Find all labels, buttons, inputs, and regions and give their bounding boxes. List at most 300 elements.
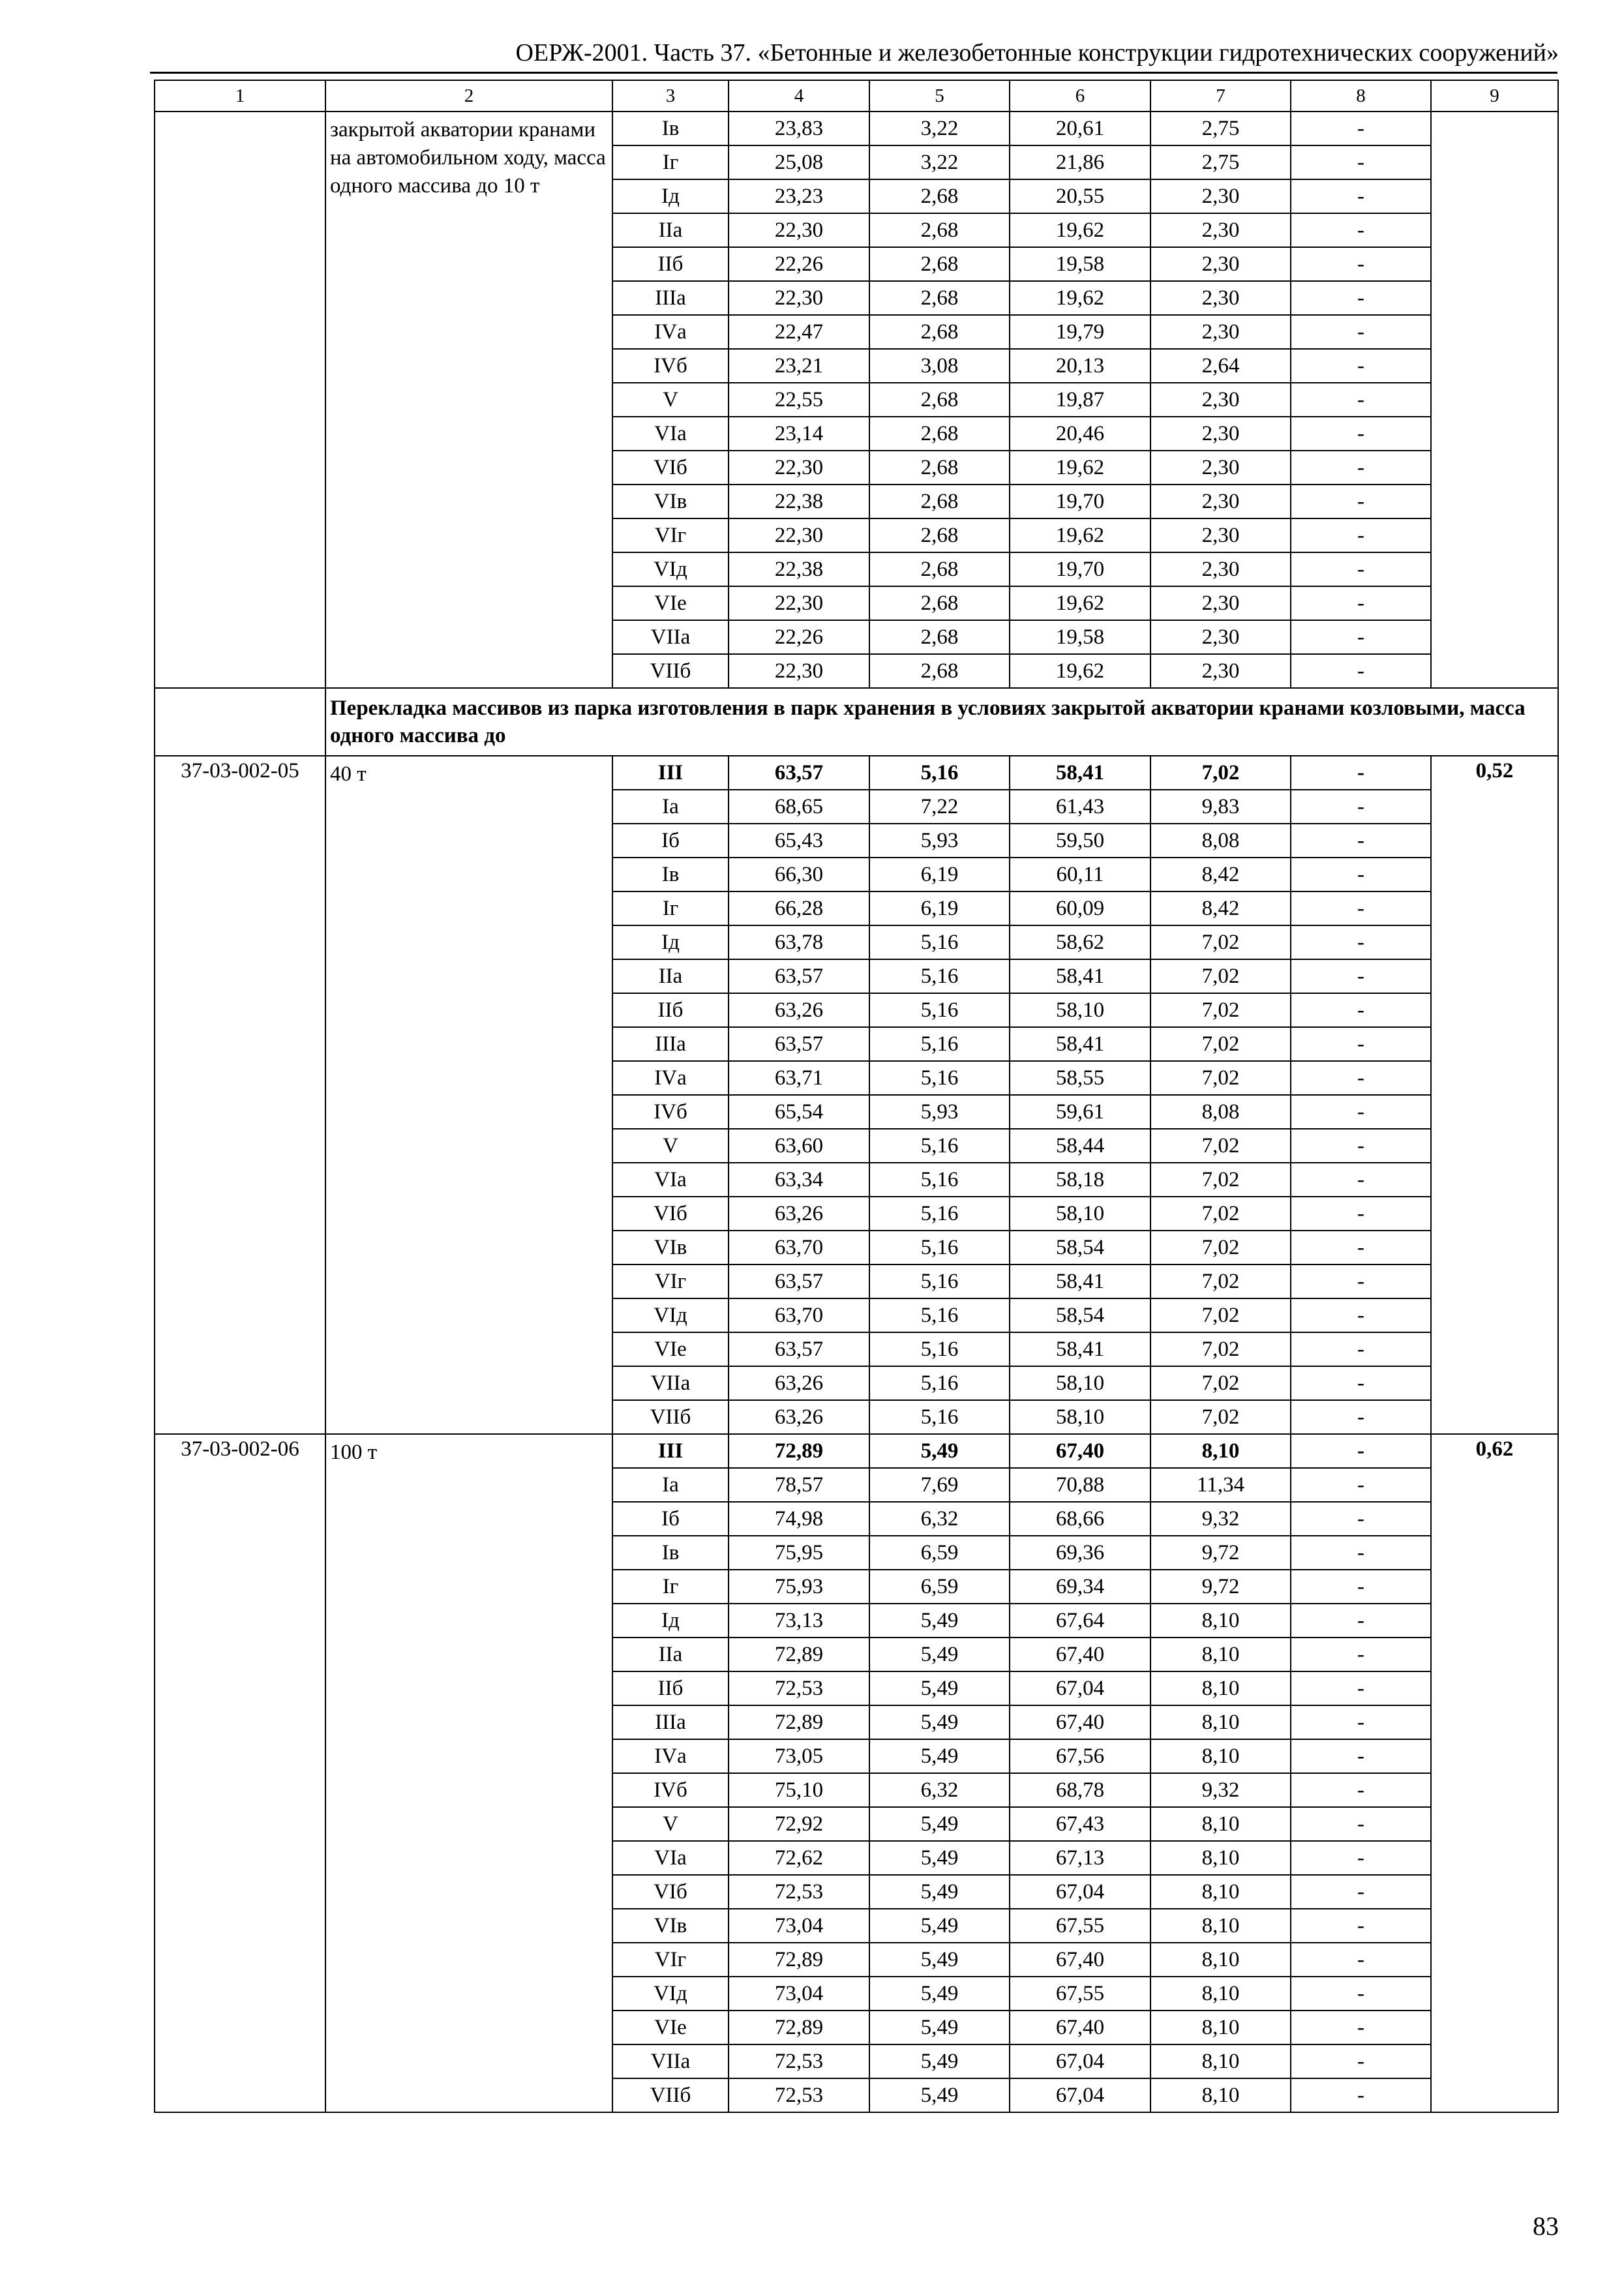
value-cell-c7: 2,64 bbox=[1150, 349, 1291, 383]
value-cell-c4: 72,89 bbox=[729, 1705, 869, 1739]
zone-cell: Iа bbox=[612, 1468, 729, 1502]
value-cell-c7: 2,30 bbox=[1150, 586, 1291, 620]
value-cell-c6: 67,40 bbox=[1010, 1943, 1150, 1977]
value-cell-c6: 19,62 bbox=[1010, 654, 1150, 688]
zone-cell: VIIа bbox=[612, 1366, 729, 1400]
value-cell-c5: 5,16 bbox=[869, 1231, 1010, 1264]
column-number-row bbox=[155, 80, 1558, 112]
norm-code-cell: 37-03-002-06 bbox=[155, 1434, 325, 2112]
value-cell-c7: 9,72 bbox=[1150, 1570, 1291, 1604]
value-cell-c5: 2,68 bbox=[869, 586, 1010, 620]
value-cell-c8: - bbox=[1291, 485, 1431, 518]
value-cell-c4: 23,14 bbox=[729, 417, 869, 451]
value-cell-c6: 67,04 bbox=[1010, 1875, 1150, 1909]
value-cell-c6: 58,10 bbox=[1010, 1400, 1150, 1434]
value-cell-c6: 67,04 bbox=[1010, 2078, 1150, 2112]
value-cell-c6: 19,58 bbox=[1010, 247, 1150, 281]
zone-cell: VIе bbox=[612, 2011, 729, 2044]
zone-cell: IVб bbox=[612, 1095, 729, 1129]
value-cell-c5: 5,49 bbox=[869, 1875, 1010, 1909]
table-row bbox=[155, 756, 1558, 790]
value-cell-c5: 2,68 bbox=[869, 179, 1010, 213]
value-cell-c5: 2,68 bbox=[869, 552, 1010, 586]
value-cell-c4: 63,78 bbox=[729, 925, 869, 959]
value-cell-c7: 7,02 bbox=[1150, 1332, 1291, 1366]
zone-cell: IIа bbox=[612, 1638, 729, 1671]
value-cell-c6: 68,78 bbox=[1010, 1773, 1150, 1807]
value-cell-c7: 8,10 bbox=[1150, 1671, 1291, 1705]
value-cell-c4: 78,57 bbox=[729, 1468, 869, 1502]
zone-cell: Iб bbox=[612, 824, 729, 858]
value-cell-c7: 2,30 bbox=[1150, 315, 1291, 349]
value-cell-c4: 72,53 bbox=[729, 1671, 869, 1705]
zone-cell: VIв bbox=[612, 1909, 729, 1943]
value-cell-c6: 19,62 bbox=[1010, 213, 1150, 247]
value-cell-c6: 67,43 bbox=[1010, 1807, 1150, 1841]
value-cell-c4: 22,30 bbox=[729, 586, 869, 620]
column-number-cell: 5 bbox=[869, 80, 1010, 112]
value-cell-c6: 58,10 bbox=[1010, 993, 1150, 1027]
value-cell-c4: 63,26 bbox=[729, 1400, 869, 1434]
value-cell-c8: - bbox=[1291, 1366, 1431, 1400]
value-cell-c6: 58,55 bbox=[1010, 1061, 1150, 1095]
value-cell-c7: 8,42 bbox=[1150, 891, 1291, 925]
column-number-cell: 2 bbox=[325, 80, 612, 112]
value-cell-c6: 67,55 bbox=[1010, 1977, 1150, 2011]
value-cell-c6: 58,41 bbox=[1010, 756, 1150, 790]
zone-cell: VIд bbox=[612, 552, 729, 586]
value-cell-c8: - bbox=[1291, 1129, 1431, 1163]
value-cell-c6: 58,44 bbox=[1010, 1129, 1150, 1163]
value-cell-c7: 2,30 bbox=[1150, 654, 1291, 688]
value-cell-c6: 67,64 bbox=[1010, 1604, 1150, 1638]
value-cell-c5: 6,19 bbox=[869, 891, 1010, 925]
value-cell-c6: 67,40 bbox=[1010, 1434, 1150, 1468]
value-cell-c5: 5,49 bbox=[869, 1434, 1010, 1468]
zone-cell: IIа bbox=[612, 959, 729, 993]
value-cell-c6: 67,13 bbox=[1010, 1841, 1150, 1875]
value-cell-c5: 5,16 bbox=[869, 1197, 1010, 1231]
value-cell-c7: 8,08 bbox=[1150, 824, 1291, 858]
value-cell-c4: 22,30 bbox=[729, 451, 869, 485]
value-cell-c4: 63,34 bbox=[729, 1163, 869, 1197]
value-cell-c8: - bbox=[1291, 1773, 1431, 1807]
norms-table-container bbox=[154, 80, 1557, 2113]
zone-cell: IIб bbox=[612, 993, 729, 1027]
value-cell-c6: 58,41 bbox=[1010, 1332, 1150, 1366]
value-cell-c8: - bbox=[1291, 959, 1431, 993]
zone-cell: Iд bbox=[612, 925, 729, 959]
value-cell-c8: - bbox=[1291, 586, 1431, 620]
value-cell-c8: - bbox=[1291, 756, 1431, 790]
value-cell-c8: - bbox=[1291, 1807, 1431, 1841]
value-cell-c8: - bbox=[1291, 654, 1431, 688]
section-spacer-cell bbox=[155, 688, 325, 756]
value-cell-c7: 2,30 bbox=[1150, 179, 1291, 213]
value-cell-c8: - bbox=[1291, 247, 1431, 281]
norms-table-body bbox=[155, 80, 1558, 2112]
value-cell-c8: - bbox=[1291, 383, 1431, 417]
value-cell-c6: 20,13 bbox=[1010, 349, 1150, 383]
value-cell-c7: 8,10 bbox=[1150, 2044, 1291, 2078]
column-number-cell: 8 bbox=[1291, 80, 1431, 112]
value-cell-c8: - bbox=[1291, 1739, 1431, 1773]
norm-code-cell: 37-03-002-05 bbox=[155, 756, 325, 1434]
zone-cell: IVа bbox=[612, 1061, 729, 1095]
value-cell-c4: 72,89 bbox=[729, 1638, 869, 1671]
value-cell-c4: 75,95 bbox=[729, 1536, 869, 1570]
value-cell-c4: 63,57 bbox=[729, 1332, 869, 1366]
zone-cell: V bbox=[612, 1129, 729, 1163]
header-rule bbox=[150, 72, 1557, 74]
value-cell-c7: 7,02 bbox=[1150, 993, 1291, 1027]
value-cell-c5: 5,16 bbox=[869, 925, 1010, 959]
value-cell-c5: 2,68 bbox=[869, 383, 1010, 417]
value-cell-c5: 5,49 bbox=[869, 1909, 1010, 1943]
value-cell-c5: 5,93 bbox=[869, 1095, 1010, 1129]
table-row bbox=[155, 1434, 1558, 1468]
value-cell-c6: 67,55 bbox=[1010, 1909, 1150, 1943]
value-cell-c7: 8,10 bbox=[1150, 2011, 1291, 2044]
value-cell-c8: - bbox=[1291, 1197, 1431, 1231]
value-cell-c7: 7,02 bbox=[1150, 1129, 1291, 1163]
value-cell-c4: 22,47 bbox=[729, 315, 869, 349]
value-cell-c5: 5,16 bbox=[869, 1264, 1010, 1298]
column-number-cell: 6 bbox=[1010, 80, 1150, 112]
value-cell-c8: - bbox=[1291, 417, 1431, 451]
value-cell-c8: - bbox=[1291, 112, 1431, 145]
value-cell-c4: 63,57 bbox=[729, 959, 869, 993]
value-cell-c4: 22,38 bbox=[729, 485, 869, 518]
page-number: 83 bbox=[1533, 2211, 1559, 2241]
value-cell-c4: 73,04 bbox=[729, 1977, 869, 2011]
value-cell-c5: 5,16 bbox=[869, 1129, 1010, 1163]
value-cell-c8: - bbox=[1291, 451, 1431, 485]
value-cell-c8: - bbox=[1291, 1841, 1431, 1875]
value-cell-c5: 6,59 bbox=[869, 1536, 1010, 1570]
value-cell-c5: 6,59 bbox=[869, 1570, 1010, 1604]
value-cell-c4: 63,71 bbox=[729, 1061, 869, 1095]
column-number-cell: 1 bbox=[155, 80, 325, 112]
value-cell-c7: 8,10 bbox=[1150, 1604, 1291, 1638]
zone-cell: VIIа bbox=[612, 2044, 729, 2078]
value-cell-c7: 7,02 bbox=[1150, 1027, 1291, 1061]
value-cell-c8: - bbox=[1291, 620, 1431, 654]
section-row bbox=[155, 688, 1558, 756]
value-cell-c6: 58,54 bbox=[1010, 1298, 1150, 1332]
value-cell-c4: 22,30 bbox=[729, 213, 869, 247]
value-cell-c8: - bbox=[1291, 1570, 1431, 1604]
value-cell-c7: 2,75 bbox=[1150, 112, 1291, 145]
value-cell-c7: 2,30 bbox=[1150, 485, 1291, 518]
value-cell-c6: 68,66 bbox=[1010, 1502, 1150, 1536]
value-cell-c5: 2,68 bbox=[869, 654, 1010, 688]
value-cell-c8: - bbox=[1291, 891, 1431, 925]
value-cell-c4: 72,92 bbox=[729, 1807, 869, 1841]
value-cell-c5: 2,68 bbox=[869, 213, 1010, 247]
value-cell-c5: 2,68 bbox=[869, 451, 1010, 485]
work-description-cell: 40 т bbox=[325, 756, 612, 1434]
value-cell-c8: - bbox=[1291, 1943, 1431, 1977]
value-cell-c6: 59,61 bbox=[1010, 1095, 1150, 1129]
value-cell-c6: 20,55 bbox=[1010, 179, 1150, 213]
value-cell-c8: - bbox=[1291, 1604, 1431, 1638]
value-cell-c8: - bbox=[1291, 1434, 1431, 1468]
zone-cell: VIа bbox=[612, 1163, 729, 1197]
value-cell-c6: 58,62 bbox=[1010, 925, 1150, 959]
value-cell-c6: 58,41 bbox=[1010, 1264, 1150, 1298]
value-cell-c5: 5,16 bbox=[869, 1298, 1010, 1332]
value-cell-c4: 66,28 bbox=[729, 891, 869, 925]
value-cell-c5: 5,49 bbox=[869, 1739, 1010, 1773]
value-cell-c6: 70,88 bbox=[1010, 1468, 1150, 1502]
value-cell-c6: 69,36 bbox=[1010, 1536, 1150, 1570]
zone-cell: VIIб bbox=[612, 2078, 729, 2112]
zone-cell: Iв bbox=[612, 858, 729, 891]
value-cell-c8: - bbox=[1291, 2011, 1431, 2044]
value-cell-c4: 22,26 bbox=[729, 620, 869, 654]
zone-cell: VIв bbox=[612, 485, 729, 518]
value-cell-c5: 5,16 bbox=[869, 1027, 1010, 1061]
value-cell-c4: 22,38 bbox=[729, 552, 869, 586]
value-cell-c8: - bbox=[1291, 1977, 1431, 2011]
value-cell-c4: 63,70 bbox=[729, 1298, 869, 1332]
value-cell-c7: 7,02 bbox=[1150, 1061, 1291, 1095]
value-cell-c7: 8,10 bbox=[1150, 1977, 1291, 2011]
value-cell-c7: 7,02 bbox=[1150, 1163, 1291, 1197]
zone-cell: V bbox=[612, 1807, 729, 1841]
column-number-cell: 4 bbox=[729, 80, 869, 112]
value-cell-c4: 23,23 bbox=[729, 179, 869, 213]
value-cell-c7: 8,10 bbox=[1150, 1705, 1291, 1739]
value-cell-c7: 9,72 bbox=[1150, 1536, 1291, 1570]
value-cell-c8: - bbox=[1291, 1095, 1431, 1129]
value-cell-c8: - bbox=[1291, 1027, 1431, 1061]
value-cell-c7: 8,10 bbox=[1150, 1807, 1291, 1841]
value-cell-c4: 63,26 bbox=[729, 1366, 869, 1400]
value-cell-c6: 60,09 bbox=[1010, 891, 1150, 925]
value-cell-c6: 58,41 bbox=[1010, 959, 1150, 993]
value-cell-c7: 2,30 bbox=[1150, 383, 1291, 417]
value-cell-c4: 72,53 bbox=[729, 2044, 869, 2078]
value-cell-c8: - bbox=[1291, 1638, 1431, 1671]
value-cell-c4: 72,89 bbox=[729, 2011, 869, 2044]
value-cell-c7: 8,10 bbox=[1150, 1841, 1291, 1875]
value-cell-c8: - bbox=[1291, 1298, 1431, 1332]
value-cell-c5: 3,22 bbox=[869, 145, 1010, 179]
value-cell-c7: 8,10 bbox=[1150, 1434, 1291, 1468]
value-cell-c8: - bbox=[1291, 2078, 1431, 2112]
norm-code-cell bbox=[155, 112, 325, 688]
value-cell-c4: 65,43 bbox=[729, 824, 869, 858]
value-cell-c6: 20,61 bbox=[1010, 112, 1150, 145]
zone-cell: VIг bbox=[612, 518, 729, 552]
value-cell-c8: - bbox=[1291, 1909, 1431, 1943]
zone-cell: Iд bbox=[612, 179, 729, 213]
zone-cell: IVа bbox=[612, 1739, 729, 1773]
value-cell-c7: 2,30 bbox=[1150, 552, 1291, 586]
value-cell-c4: 66,30 bbox=[729, 858, 869, 891]
value-cell-c7: 7,02 bbox=[1150, 1400, 1291, 1434]
value-cell-c8: - bbox=[1291, 1231, 1431, 1264]
value-cell-c6: 21,86 bbox=[1010, 145, 1150, 179]
value-cell-c5: 5,16 bbox=[869, 959, 1010, 993]
value-cell-c7: 7,02 bbox=[1150, 1264, 1291, 1298]
zone-cell: VIб bbox=[612, 1197, 729, 1231]
value-cell-c7: 8,10 bbox=[1150, 1875, 1291, 1909]
value-cell-c5: 5,49 bbox=[869, 1671, 1010, 1705]
value-cell-c4: 75,93 bbox=[729, 1570, 869, 1604]
value-cell-c7: 7,02 bbox=[1150, 1231, 1291, 1264]
zone-cell: IVб bbox=[612, 1773, 729, 1807]
value-cell-c8: - bbox=[1291, 1332, 1431, 1366]
zone-cell: Iг bbox=[612, 1570, 729, 1604]
column-number-cell: 3 bbox=[612, 80, 729, 112]
value-cell-c4: 74,98 bbox=[729, 1502, 869, 1536]
value-cell-c5: 2,68 bbox=[869, 485, 1010, 518]
value-cell-c4: 72,89 bbox=[729, 1943, 869, 1977]
value-cell-c5: 5,49 bbox=[869, 1705, 1010, 1739]
value-cell-c5: 2,68 bbox=[869, 247, 1010, 281]
value-cell-c8: - bbox=[1291, 2044, 1431, 2078]
value-cell-c5: 2,68 bbox=[869, 417, 1010, 451]
value-cell-c4: 65,54 bbox=[729, 1095, 869, 1129]
page-header-title: ОЕРЖ-2001. Часть 37. «Бетонные и железобетонные конструкции гидротехнических сооружений» bbox=[515, 39, 1559, 67]
value-cell-c8: - bbox=[1291, 1536, 1431, 1570]
zone-cell: IIIа bbox=[612, 1027, 729, 1061]
value-cell-c4: 63,60 bbox=[729, 1129, 869, 1163]
value-cell-c4: 63,26 bbox=[729, 1197, 869, 1231]
value-cell-c7: 7,02 bbox=[1150, 756, 1291, 790]
value-cell-c7: 7,02 bbox=[1150, 959, 1291, 993]
value-cell-c4: 73,04 bbox=[729, 1909, 869, 1943]
value-cell-c5: 5,49 bbox=[869, 1604, 1010, 1638]
value-cell-c6: 67,40 bbox=[1010, 1705, 1150, 1739]
value-cell-c5: 7,22 bbox=[869, 790, 1010, 824]
value-cell-c6: 58,18 bbox=[1010, 1163, 1150, 1197]
value-cell-c5: 5,16 bbox=[869, 1332, 1010, 1366]
value-cell-c5: 5,16 bbox=[869, 756, 1010, 790]
value-cell-c5: 6,32 bbox=[869, 1502, 1010, 1536]
zone-cell: III bbox=[612, 1434, 729, 1468]
value-cell-c5: 3,22 bbox=[869, 112, 1010, 145]
value-cell-c4: 72,89 bbox=[729, 1434, 869, 1468]
value-cell-c8: - bbox=[1291, 213, 1431, 247]
value-cell-c8: - bbox=[1291, 1502, 1431, 1536]
value-cell-c6: 67,04 bbox=[1010, 1671, 1150, 1705]
value-cell-c7: 2,30 bbox=[1150, 213, 1291, 247]
zone-cell: Iг bbox=[612, 891, 729, 925]
norms-table bbox=[154, 80, 1559, 2113]
zone-cell: VIа bbox=[612, 1841, 729, 1875]
column-number-cell: 7 bbox=[1150, 80, 1291, 112]
value-cell-c8: - bbox=[1291, 993, 1431, 1027]
value-cell-c4: 23,21 bbox=[729, 349, 869, 383]
value-cell-c8: - bbox=[1291, 1875, 1431, 1909]
value-cell-c5: 5,49 bbox=[869, 2078, 1010, 2112]
zone-cell: VIб bbox=[612, 451, 729, 485]
zone-cell: VIд bbox=[612, 1977, 729, 2011]
zone-cell: Iд bbox=[612, 1604, 729, 1638]
value-cell-c4: 72,62 bbox=[729, 1841, 869, 1875]
value-cell-c5: 7,69 bbox=[869, 1468, 1010, 1502]
value-cell-c4: 63,70 bbox=[729, 1231, 869, 1264]
zone-cell: Iв bbox=[612, 1536, 729, 1570]
value-cell-c5: 5,49 bbox=[869, 1638, 1010, 1671]
value-cell-c8: - bbox=[1291, 518, 1431, 552]
zone-cell: V bbox=[612, 383, 729, 417]
value-cell-c8: - bbox=[1291, 1400, 1431, 1434]
zone-cell: VIа bbox=[612, 417, 729, 451]
value-cell-c6: 19,70 bbox=[1010, 485, 1150, 518]
value-cell-c6: 67,04 bbox=[1010, 2044, 1150, 2078]
value-cell-c8: - bbox=[1291, 1264, 1431, 1298]
zone-cell: IIа bbox=[612, 213, 729, 247]
value-cell-c6: 20,46 bbox=[1010, 417, 1150, 451]
value-cell-c7: 8,10 bbox=[1150, 1909, 1291, 1943]
value-cell-c6: 19,62 bbox=[1010, 281, 1150, 315]
value-cell-c5: 6,32 bbox=[869, 1773, 1010, 1807]
value-cell-c7: 2,30 bbox=[1150, 451, 1291, 485]
value-cell-c7: 2,30 bbox=[1150, 247, 1291, 281]
value-cell-c5: 5,49 bbox=[869, 2044, 1010, 2078]
value-cell-c6: 59,50 bbox=[1010, 824, 1150, 858]
value-cell-c5: 2,68 bbox=[869, 315, 1010, 349]
value-cell-c7: 2,75 bbox=[1150, 145, 1291, 179]
zone-cell: VIе bbox=[612, 586, 729, 620]
value-cell-c5: 2,68 bbox=[869, 281, 1010, 315]
value-cell-c7: 2,30 bbox=[1150, 518, 1291, 552]
value-cell-c6: 19,58 bbox=[1010, 620, 1150, 654]
value-cell-c8: - bbox=[1291, 1468, 1431, 1502]
zone-cell: Iг bbox=[612, 145, 729, 179]
value-cell-c7: 8,08 bbox=[1150, 1095, 1291, 1129]
value-cell-c5: 5,49 bbox=[869, 1841, 1010, 1875]
value-cell-c6: 60,11 bbox=[1010, 858, 1150, 891]
value-cell-c6: 67,40 bbox=[1010, 1638, 1150, 1671]
zone-cell: VIв bbox=[612, 1231, 729, 1264]
value-cell-c5: 3,08 bbox=[869, 349, 1010, 383]
value-cell-c6: 67,56 bbox=[1010, 1739, 1150, 1773]
value-cell-c7: 9,32 bbox=[1150, 1773, 1291, 1807]
zone-cell: VIб bbox=[612, 1875, 729, 1909]
value-cell-c4: 63,57 bbox=[729, 1264, 869, 1298]
col9-value-cell bbox=[1431, 112, 1558, 688]
zone-cell: VIд bbox=[612, 1298, 729, 1332]
value-cell-c7: 2,30 bbox=[1150, 417, 1291, 451]
value-cell-c8: - bbox=[1291, 349, 1431, 383]
value-cell-c8: - bbox=[1291, 281, 1431, 315]
value-cell-c4: 72,53 bbox=[729, 1875, 869, 1909]
value-cell-c4: 68,65 bbox=[729, 790, 869, 824]
zone-cell: VIг bbox=[612, 1943, 729, 1977]
value-cell-c4: 63,57 bbox=[729, 756, 869, 790]
value-cell-c6: 61,43 bbox=[1010, 790, 1150, 824]
value-cell-c6: 19,62 bbox=[1010, 518, 1150, 552]
value-cell-c5: 5,16 bbox=[869, 1366, 1010, 1400]
work-description-cell: 100 т bbox=[325, 1434, 612, 2112]
value-cell-c8: - bbox=[1291, 145, 1431, 179]
col9-value-cell: 0,52 bbox=[1431, 756, 1558, 1434]
value-cell-c7: 9,83 bbox=[1150, 790, 1291, 824]
value-cell-c4: 63,57 bbox=[729, 1027, 869, 1061]
zone-cell: VIг bbox=[612, 1264, 729, 1298]
value-cell-c6: 58,41 bbox=[1010, 1027, 1150, 1061]
value-cell-c4: 72,53 bbox=[729, 2078, 869, 2112]
value-cell-c5: 5,16 bbox=[869, 993, 1010, 1027]
value-cell-c4: 73,05 bbox=[729, 1739, 869, 1773]
value-cell-c5: 5,49 bbox=[869, 1807, 1010, 1841]
